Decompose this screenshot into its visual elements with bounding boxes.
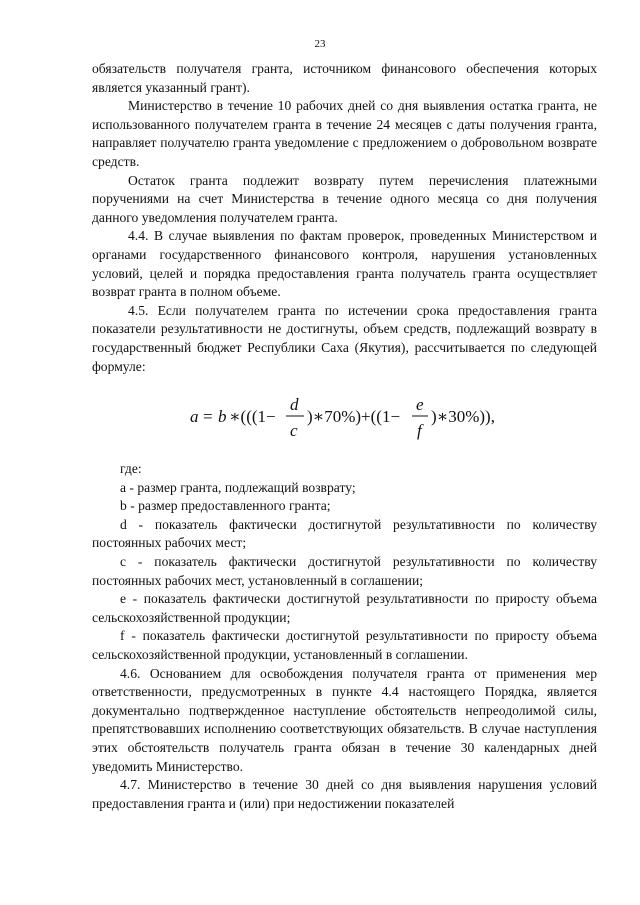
definition-b: b - размер предоставленного гранта; [120, 498, 331, 514]
formula-var-f: f [417, 421, 422, 441]
definition-c: c - показатель фактически достигнутой результативности по количеству постоянных рабочих мест, установленный в соглашении; [92, 554, 597, 588]
formula-part-1: ∗(((1− [229, 407, 276, 427]
formula-var-a: a [190, 407, 199, 427]
formula-equals: = [203, 407, 213, 427]
page-number: 23 [314, 38, 326, 50]
definition-a: a - размер гранта, подлежащий возврату; [120, 479, 356, 495]
paragraph-ministry-notice: Министерство в течение 10 рабочих дней со дня выявления остатка гранта, не использованного получателем гранта в течение 24 месяцев с даты получения гранта, направляет получателю гранта уведомление с предложением о добровольном возврате средств. [92, 98, 597, 169]
formula-var-e: e [416, 395, 424, 415]
paragraph-remainder-return: Остаток гранта подлежит возврату путем перечисления платежными поручениями на счет Министерства в течение одного месяца со дня получения данного уведомления получателем гранта. [92, 172, 597, 225]
formula-graphic [190, 388, 520, 450]
paragraph-continuation: обязательств получателя гранта, источником финансового обеспечения которых является указанный грант). [92, 61, 597, 95]
formula-var-b: b [218, 407, 227, 427]
paragraph-4-5: 4.5. Если получателем гранта по истечении срока предоставления гранта показатели результативности не достигнуты, объем средств, подлежащий возврату в государственный бюджет Республики Саха (Якутия), рассчитывается по следующей формуле: [92, 302, 597, 374]
document-body [92, 60, 597, 813]
return-formula [92, 388, 597, 450]
formula-var-c: c [290, 421, 298, 441]
formula-var-d: d [290, 395, 299, 415]
formula-part-2: )∗70%)+((1− [307, 407, 401, 427]
definition-d: d - показатель фактически достигнутой результативности по количеству постоянных рабочих мест; [92, 516, 597, 551]
where-label: где: [120, 461, 142, 477]
formula-part-3: )∗30%)), [431, 407, 495, 427]
definition-e: e - показатель фактически достигнутой результативности по приросту объема сельскохозяйственной продукции; [92, 591, 597, 625]
paragraph-4-7: 4.7. Министерство в течение 30 дней со дня выявления нарушения условий предоставления гранта и (или) при недостижении показателей [92, 777, 597, 811]
paragraph-4-4: 4.4. В случае выявления по фактам проверок, проведенных Министерством и органами государственного финансового контроля, нарушения установленных условий, целей и порядка предоставления гранта получатель гранта осуществляет возврат гранта в полном объеме. [92, 228, 597, 300]
definition-f: f - показатель фактически достигнутой результативности по приросту объема сельскохозяйственной продукции, установленный в соглашении. [92, 628, 597, 663]
paragraph-4-6: 4.6. Основанием для освобождения получателя гранта от применения мер ответственности, предусмотренных в пункте 4.4 настоящего Порядка, является документально подтвержденное наступление обстоятельств непреодолимой силы, препятствовавших исполнению соответствующих обязательств. В случае наступления этих обстоятельств получатель гранта обязан в течение 30 календарных дней уведомить Министерство. [92, 665, 597, 774]
